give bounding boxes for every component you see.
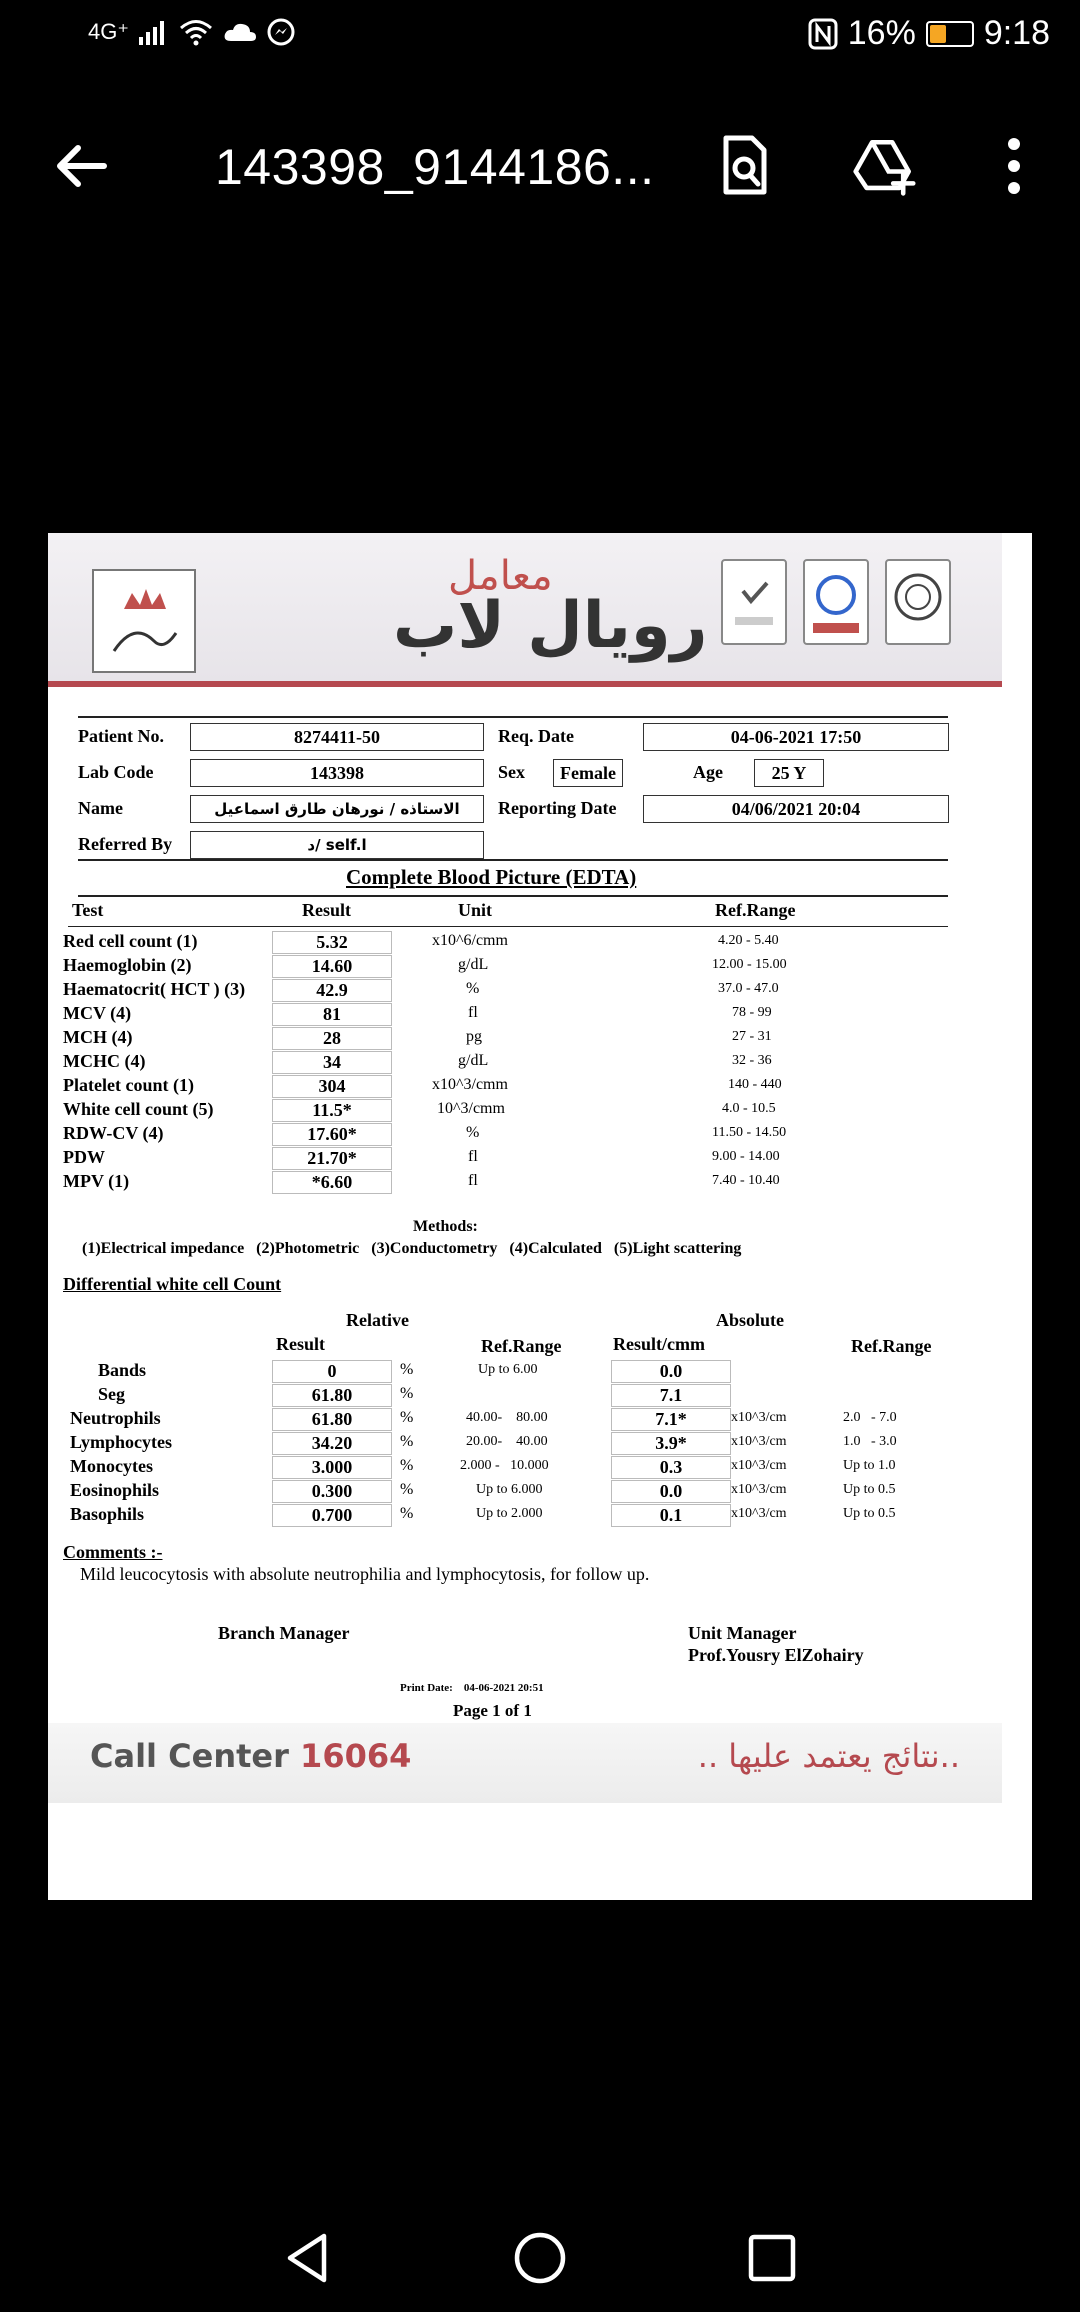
back-arrow-icon[interactable] bbox=[52, 136, 112, 196]
relative-result: 0.700 bbox=[272, 1504, 392, 1527]
search-document-icon[interactable] bbox=[712, 134, 776, 198]
test-result: 21.70* bbox=[272, 1147, 392, 1170]
name-label: Name bbox=[78, 798, 123, 818]
brand-subtitle: معامل bbox=[448, 553, 553, 599]
relative-result: 0.300 bbox=[272, 1480, 392, 1503]
diff-header-result-cmm: Result/cmm bbox=[613, 1334, 705, 1354]
test-ref-range: 140 - 440 bbox=[728, 1077, 782, 1092]
percent-unit: % bbox=[400, 1481, 414, 1498]
absolute-ref-range: Up to 0.5 bbox=[843, 1506, 896, 1521]
test-ref-range: 7.40 - 10.40 bbox=[712, 1173, 780, 1188]
relative-result: 61.80 bbox=[272, 1408, 392, 1431]
comments-label: Comments :- bbox=[63, 1542, 163, 1562]
absolute-ref-range: 1.0 - 3.0 bbox=[843, 1434, 897, 1449]
diff-title: Differential white cell Count bbox=[63, 1274, 282, 1294]
unit-manager-name: Prof.Yousry ElZohairy bbox=[688, 1645, 864, 1665]
comments-text: Mild leucocytosis with absolute neutrophilia and lymphocytosis, for follow up. bbox=[80, 1564, 650, 1584]
sex-value: Female bbox=[553, 759, 623, 787]
page-number: Page 1 of 1 bbox=[453, 1701, 532, 1720]
test-ref-range: 27 - 31 bbox=[732, 1029, 772, 1044]
test-unit: % bbox=[466, 1124, 480, 1141]
cell-type: Basophils bbox=[70, 1504, 145, 1524]
status-left bbox=[88, 18, 295, 46]
absolute-unit: x10^3/cm bbox=[731, 1434, 787, 1449]
percent-unit: % bbox=[400, 1457, 414, 1474]
test-name: White cell count (5) bbox=[63, 1099, 214, 1119]
header-result: Result bbox=[302, 900, 351, 920]
absolute-result: 0.3 bbox=[611, 1456, 731, 1479]
percent-unit: % bbox=[400, 1505, 414, 1522]
test-unit: x10^6/cmm bbox=[432, 932, 508, 949]
test-name: PDW bbox=[63, 1147, 105, 1167]
footer-banner bbox=[48, 1723, 1002, 1803]
test-result: 34 bbox=[272, 1051, 392, 1074]
test-name: RDW-CV (4) bbox=[63, 1123, 164, 1143]
test-unit: fl bbox=[468, 1172, 478, 1189]
cell-type: Monocytes bbox=[70, 1456, 153, 1476]
test-unit: pg bbox=[466, 1028, 482, 1045]
test-ref-range: 4.20 - 5.40 bbox=[718, 933, 779, 948]
test-name: MCHC (4) bbox=[63, 1051, 146, 1071]
test-ref-range: 12.00 - 15.00 bbox=[712, 957, 787, 972]
test-name: Red cell count (1) bbox=[63, 931, 198, 951]
test-unit: g/dL bbox=[458, 1052, 489, 1069]
nfc-icon bbox=[808, 18, 838, 50]
lab-report-page bbox=[48, 533, 1032, 1900]
absolute-unit: x10^3/cm bbox=[731, 1506, 787, 1521]
sex-label: Sex bbox=[498, 762, 525, 782]
relative-result: 3.000 bbox=[272, 1456, 392, 1479]
absolute-ref-range: Up to 0.5 bbox=[843, 1482, 896, 1497]
test-ref-range: 9.00 - 14.00 bbox=[712, 1149, 780, 1164]
methods-title: Methods: bbox=[413, 1218, 478, 1235]
royal-lab-logo bbox=[92, 569, 196, 673]
absolute-result: 0.0 bbox=[611, 1360, 731, 1383]
relative-ref-range: Up to 6.000 bbox=[476, 1482, 543, 1497]
home-nav-icon[interactable] bbox=[512, 2230, 568, 2286]
patient-no-value: 8274411-50 bbox=[190, 723, 484, 751]
certificate-badge-2 bbox=[803, 559, 869, 645]
document-title: 143398_9144186... bbox=[215, 139, 655, 195]
relative-result: 0 bbox=[272, 1360, 392, 1383]
call-center bbox=[90, 1737, 411, 1775]
absolute-unit: x10^3/cm bbox=[731, 1482, 787, 1497]
cell-type: Seg bbox=[98, 1384, 125, 1404]
reporting-date-label: Reporting Date bbox=[498, 798, 617, 818]
absolute-ref-range: Up to 1.0 bbox=[843, 1458, 896, 1473]
methods-list: (1)Electrical impedance (2)Photometric (3)Conductometry (4)Calculated (5)Light scattering bbox=[82, 1240, 742, 1257]
signal-icon bbox=[139, 19, 169, 45]
print-date: Print Date: 04-06-2021 20:51 bbox=[400, 1682, 544, 1694]
test-ref-range: 37.0 - 47.0 bbox=[718, 981, 779, 996]
req-date-label: Req. Date bbox=[498, 726, 574, 746]
percent-unit: % bbox=[400, 1433, 414, 1450]
more-options-icon[interactable] bbox=[982, 134, 1046, 198]
reporting-date-value: 04/06/2021 20:04 bbox=[643, 795, 949, 823]
age-label: Age bbox=[693, 762, 723, 782]
test-unit: g/dL bbox=[458, 956, 489, 973]
cell-type: Lymphocytes bbox=[70, 1432, 173, 1452]
messenger-icon bbox=[267, 18, 295, 46]
test-name: Haemoglobin (2) bbox=[63, 955, 192, 975]
absolute-result: 0.1 bbox=[611, 1504, 731, 1527]
cell-type: Eosinophils bbox=[70, 1480, 160, 1500]
unit-manager: Unit Manager bbox=[688, 1623, 797, 1643]
network-label: 4G⁺ bbox=[88, 19, 129, 44]
relative-result: 61.80 bbox=[272, 1384, 392, 1407]
certificate-badge-3 bbox=[885, 559, 951, 645]
certificate-badge-1 bbox=[721, 559, 787, 645]
call-center-number: 16064 bbox=[300, 1737, 412, 1775]
patient-no-label: Patient No. bbox=[78, 726, 164, 746]
test-ref-range: 78 - 99 bbox=[732, 1005, 772, 1020]
test-result: 14.60 bbox=[272, 955, 392, 978]
test-unit: fl bbox=[468, 1004, 478, 1021]
add-to-drive-icon[interactable] bbox=[852, 134, 916, 198]
header-test: Test bbox=[72, 900, 104, 920]
test-result: 304 bbox=[272, 1075, 392, 1098]
test-result: 17.60* bbox=[272, 1123, 392, 1146]
absolute-result: 0.0 bbox=[611, 1480, 731, 1503]
test-result: 81 bbox=[272, 1003, 392, 1026]
diff-header-ref-range: Ref.Range bbox=[481, 1336, 562, 1356]
percent-unit: % bbox=[400, 1385, 414, 1402]
header-unit: Unit bbox=[458, 900, 493, 920]
app-bar bbox=[0, 120, 1080, 210]
absolute-ref-range: 2.0 - 7.0 bbox=[843, 1410, 897, 1425]
diff-header-ref-range-abs: Ref.Range bbox=[851, 1336, 932, 1356]
test-name: Haematocrit( HCT ) (3) bbox=[63, 979, 246, 999]
absolute-result: 7.1* bbox=[611, 1408, 731, 1431]
relative-ref-range: 2.000 - 10.000 bbox=[460, 1458, 549, 1473]
diff-header-relative: Relative bbox=[346, 1310, 409, 1330]
lab-header-banner bbox=[48, 533, 1002, 687]
test-ref-range: 32 - 36 bbox=[732, 1053, 772, 1068]
cell-type: Bands bbox=[98, 1360, 147, 1380]
header-ref-range: Ref.Range bbox=[715, 900, 796, 920]
age-value: 25 Y bbox=[754, 759, 824, 787]
test-unit: 10^3/cmm bbox=[437, 1100, 505, 1117]
section-title: Complete Blood Picture (EDTA) bbox=[346, 865, 637, 889]
recents-nav-icon[interactable] bbox=[744, 2230, 800, 2286]
percent-unit: % bbox=[400, 1361, 414, 1378]
test-result: 28 bbox=[272, 1027, 392, 1050]
cell-type: Neutrophils bbox=[70, 1408, 161, 1428]
slogan: ..نتائج يعتمد عليها .. bbox=[697, 1737, 960, 1775]
absolute-unit: x10^3/cm bbox=[731, 1458, 787, 1473]
lab-code-value: 143398 bbox=[190, 759, 484, 787]
test-unit: x10^3/cmm bbox=[432, 1076, 508, 1093]
test-result: *6.60 bbox=[272, 1171, 392, 1194]
cloud-icon bbox=[223, 21, 257, 43]
diff-header-absolute: Absolute bbox=[716, 1310, 785, 1330]
diff-header-result: Result bbox=[276, 1334, 325, 1354]
battery-icon bbox=[926, 21, 974, 47]
absolute-result: 7.1 bbox=[611, 1384, 731, 1407]
test-name: MPV (1) bbox=[63, 1171, 130, 1191]
absolute-result: 3.9* bbox=[611, 1432, 731, 1455]
referred-by-label: Referred By bbox=[78, 834, 173, 854]
clock: 9:18 bbox=[983, 14, 1050, 52]
navigation-bar bbox=[0, 2200, 1080, 2312]
test-ref-range: 4.0 - 10.5 bbox=[722, 1101, 776, 1116]
lab-code-label: Lab Code bbox=[78, 762, 154, 782]
status-right bbox=[808, 14, 1050, 53]
test-result: 11.5* bbox=[272, 1099, 392, 1122]
test-name: MCH (4) bbox=[63, 1027, 133, 1047]
test-name: MCV (4) bbox=[63, 1003, 132, 1023]
referred-by-value: د/ self.ا bbox=[190, 831, 484, 859]
test-ref-range: 11.50 - 14.50 bbox=[712, 1125, 787, 1140]
relative-ref-range: 40.00- 80.00 bbox=[466, 1410, 548, 1425]
wifi-icon bbox=[179, 18, 213, 46]
relative-ref-range: Up to 2.000 bbox=[476, 1506, 543, 1521]
test-unit: fl bbox=[468, 1148, 478, 1165]
test-name: Platelet count (1) bbox=[63, 1075, 194, 1095]
test-result: 42.9 bbox=[272, 979, 392, 1002]
percent-unit: % bbox=[400, 1409, 414, 1426]
branch-manager: Branch Manager bbox=[218, 1623, 350, 1643]
status-bar bbox=[0, 0, 1080, 80]
call-center-label: Call Center bbox=[90, 1737, 301, 1775]
test-unit: % bbox=[466, 980, 480, 997]
relative-ref-range: 20.00- 40.00 bbox=[466, 1434, 548, 1449]
battery-percent: 16% bbox=[847, 14, 916, 52]
relative-ref-range: Up to 6.00 bbox=[478, 1362, 538, 1377]
back-nav-icon[interactable] bbox=[280, 2230, 336, 2286]
patient-name-value: الاستاذه / نورهان طارق اسماعيل bbox=[190, 795, 484, 823]
test-result: 5.32 bbox=[272, 931, 392, 954]
absolute-unit: x10^3/cm bbox=[731, 1410, 787, 1425]
brand-name: رويال لاب bbox=[393, 589, 708, 663]
req-date-value: 04-06-2021 17:50 bbox=[643, 723, 949, 751]
relative-result: 34.20 bbox=[272, 1432, 392, 1455]
